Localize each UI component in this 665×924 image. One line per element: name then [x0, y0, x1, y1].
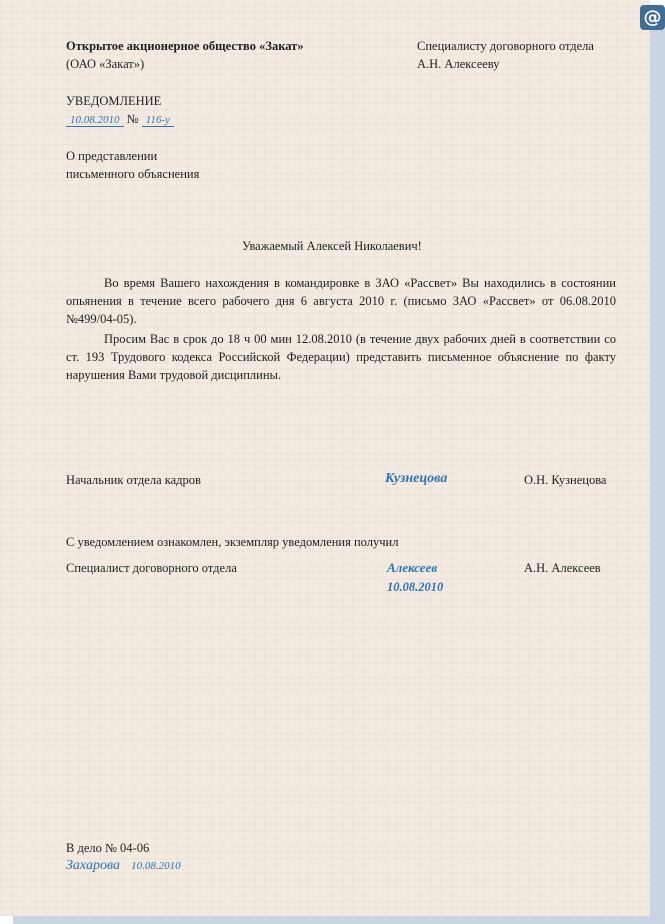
acknowledger-position: Специалист договорного отдела	[66, 561, 237, 575]
at-icon[interactable]: @	[640, 5, 665, 30]
filing-handwritten-date: 10.08.2010	[131, 860, 181, 872]
recipient-name: А.Н. Алексееву	[417, 57, 500, 71]
document-type: УВЕДОМЛЕНИЕ	[66, 94, 162, 108]
filing-signature-line	[66, 856, 181, 875]
body-paragraph-2: Просим Вас в срок до 18 ч 00 мин 12.08.2010 (в течение двух рабочих дней в соответствии со ст. 193 Трудового кодекса Российской Федерации) представить письменное объяснение по факту нарушения Вами трудовой дисциплины.	[66, 332, 616, 382]
filing-handwritten-signature: Захарова	[66, 858, 120, 873]
acknowledger-name: А.Н. Алексеев	[524, 561, 601, 575]
number-sign: №	[126, 112, 139, 126]
acknowledgement-text: С уведомлением ознакомлен, экземпляр уведомления получил	[66, 535, 399, 549]
greeting: Уважаемый Алексей Николаевич!	[242, 239, 422, 253]
body-paragraph-1: Во время Вашего нахождения в командировке в ЗАО «Рассвет» Вы находились в состоянии опьянения в течение всего рабочего дня 6 августа 2010 г. (письмо ЗАО «Рассвет» от 06.08.2010 №499/04-05).	[66, 276, 616, 326]
subject-line-2: письменного объяснения	[66, 167, 200, 181]
document-date: 10.08.2010	[66, 114, 124, 127]
signer-handwritten-signature: Кузнецова	[385, 471, 448, 486]
org-name: Открытое акционерное общество «Закат»	[66, 39, 304, 53]
acknowledger-handwritten-signature: Алексеев	[387, 560, 438, 575]
signer-name: О.Н. Кузнецова	[524, 473, 607, 487]
document-date-number-line	[66, 110, 174, 129]
document-number: 116-у	[142, 114, 174, 127]
acknowledger-handwritten-date: 10.08.2010	[387, 580, 444, 594]
org-short-name: (ОАО «Закат»)	[66, 57, 145, 71]
subject-line-1: О представлении	[66, 149, 158, 163]
recipient-position: Специалисту договорного отдела	[417, 39, 594, 53]
filing-note: В дело № 04-06	[66, 841, 150, 855]
signer-position: Начальник отдела кадров	[66, 473, 201, 487]
